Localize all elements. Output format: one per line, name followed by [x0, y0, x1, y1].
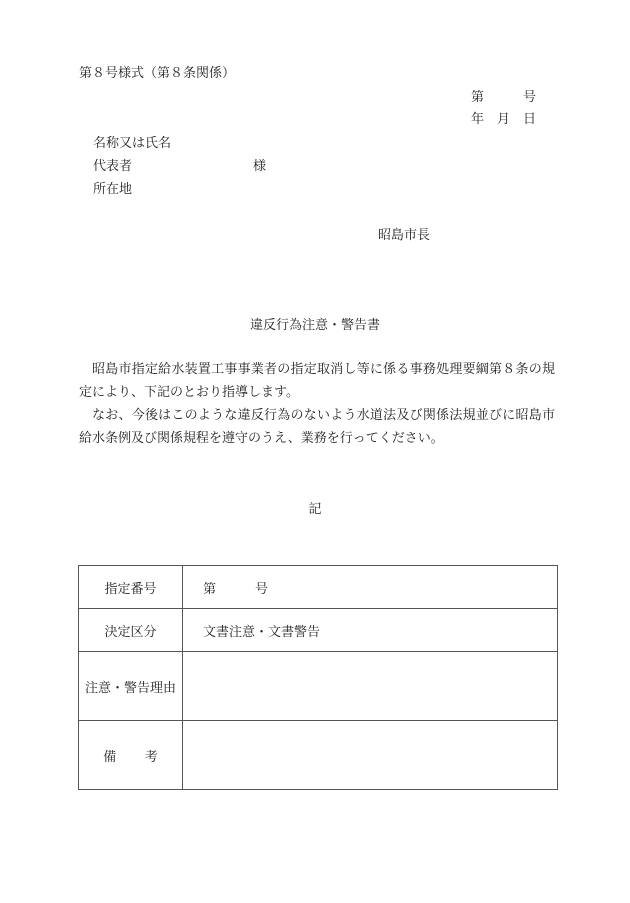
addressee-representative-label: 代表者	[93, 159, 133, 174]
decision-category-value: 文書注意・文書警告	[183, 609, 558, 652]
table-row	[79, 721, 558, 790]
table-row	[79, 609, 558, 652]
addressee-honorific: 様	[253, 159, 267, 174]
body-paragraph-2: なお、今後はこのような違反行為のないよう水道法及び関係法規並びに昭島市給水条例及び関係規程を遵守のうえ、業務を行ってください。	[79, 408, 555, 446]
document-date: 年 月 日	[471, 112, 537, 127]
table-row	[79, 652, 558, 721]
warning-reason-label: 注意・警告理由	[79, 652, 183, 721]
remarks-value	[183, 721, 558, 790]
decision-category-label: 決定区分	[79, 609, 183, 652]
body-paragraph-1: 昭島市指定給水装置工事事業者の指定取消し等に係る事務処理要綱第８条の規定により、下記のとおり指導します。	[79, 362, 555, 400]
document-number: 第 号	[471, 90, 537, 105]
warning-reason-value	[183, 652, 558, 721]
ki-heading: 記	[308, 502, 322, 517]
record-table	[78, 565, 558, 790]
document-title: 違反行為注意・警告書	[249, 318, 380, 333]
remarks-label-text: 備考	[103, 749, 187, 765]
addressee-name-label: 名称又は氏名	[93, 136, 172, 151]
designation-number-value: 第 号	[183, 566, 558, 609]
form-number: 第８号様式（第８条関係）	[79, 66, 236, 81]
table-row	[79, 566, 558, 609]
designation-number-label: 指定番号	[79, 566, 183, 609]
issuer-name: 昭島市長	[378, 228, 431, 243]
remarks-label	[79, 721, 187, 790]
addressee-address-label: 所在地	[93, 182, 133, 197]
